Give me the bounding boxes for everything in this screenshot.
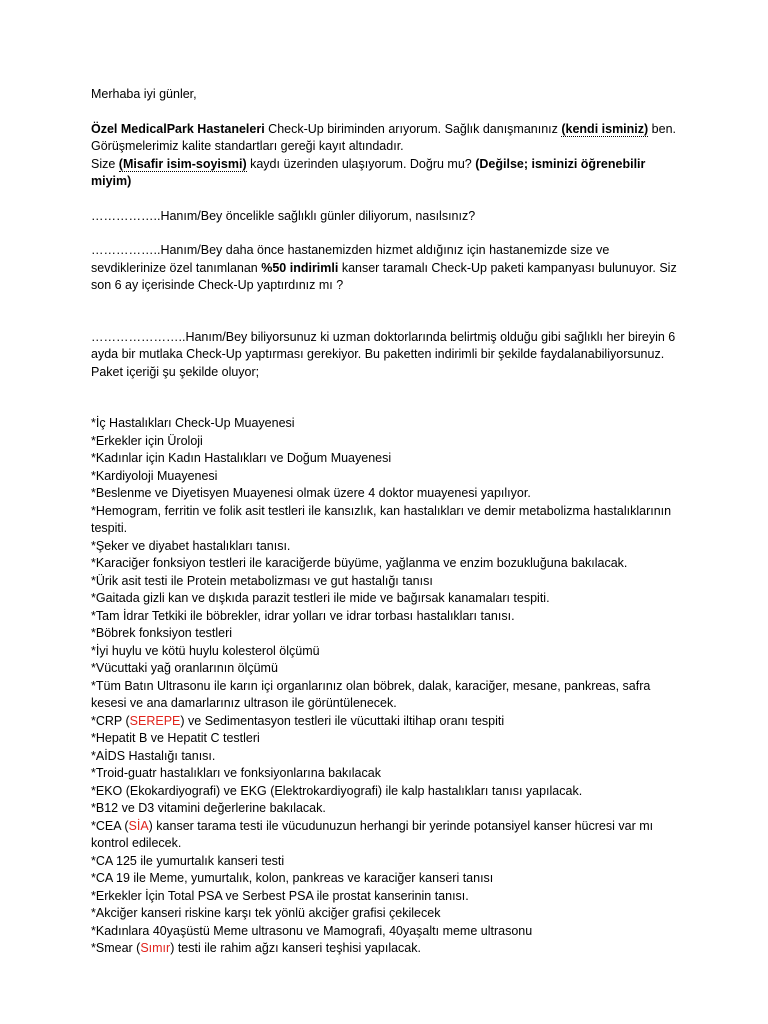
list-item: *Böbrek fonksiyon testleri — [91, 626, 233, 640]
pronunciation-note: SEREPE — [129, 713, 181, 728]
list-item: *Kardiyoloji Muayenesi — [91, 468, 218, 483]
list-item: *Vücuttaki yağ oranlarının ölçümü — [91, 661, 278, 675]
list-item: *Hepatit B ve Hepatit C testleri — [91, 731, 260, 745]
list-item: *Akciğer kanseri riskine karşı tek yönlü akciğer grafisi çekilecek — [91, 906, 441, 920]
blank-line — [91, 398, 681, 415]
document-body — [91, 86, 681, 958]
list-item: *CA 125 ile yumurtalık kanseri testi — [91, 853, 285, 868]
list-item: *Erkekler İçin Total PSA ve Serbest PSA ile prostat kanserinin tanısı. — [91, 888, 469, 903]
list-item-cea: *CEA (SİA) kanser tarama testi ile vücudunuzun herhangi bir yerinde potansiyel kanser hücresi var mı kontrol edilecek. — [91, 818, 654, 850]
list-item: *Erkekler için Üroloji — [91, 433, 203, 448]
package-contents-list — [91, 415, 681, 958]
blank-line — [91, 312, 681, 329]
list-item: *Kadınlar için Kadın Hastalıkları ve Doğum Muayenesi — [91, 451, 392, 465]
list-item: *CA 19 ile Meme, yumurtalık, kolon, pankreas ve karaciğer kanseri tanısı — [91, 871, 494, 885]
list-item: *Beslenme ve Diyetisyen Muayenesi olmak üzere 4 doktor muayenesi yapılıyor. — [91, 486, 531, 500]
list-item: *Şeker ve diyabet hastalıkları tanısı. — [91, 538, 291, 553]
list-item: *Ürik asit testi ile Protein metabolizması ve gut hastalığı tanısı — [91, 573, 433, 588]
list-item-smear: *Smear (Sımır) testi ile rahim ağzı kanseri teşhisi yapılacak. — [91, 941, 421, 955]
pronunciation-note: SİA — [128, 818, 149, 833]
guest-name-placeholder: (Misafir isim-soyismi) — [118, 156, 247, 171]
list-item-crp: *CRP (SEREPE) ve Sedimentasyon testleri ile vücuttaki iltihap oranı tespiti — [91, 713, 505, 728]
discount-text: %50 indirimli — [261, 260, 339, 275]
list-item: *Kadınlara 40yaşüstü Meme ultrasonu ve Mamografi, 40yaşaltı meme ultrasonu — [91, 923, 533, 938]
intro-paragraph: Özel MedicalPark Hastaneleri Check-Up biriminden arıyorum. Sağlık danışmanınız (kendi isminiz) ben. Görüşmelerimiz kalite standartları gereği kayıt altındadır. Size (Misafir isim-soyismi) kaydı üzerinden ulaşıyorum. Doğru mu? (Değilse; isminizi öğrenebilir miyim) — [91, 121, 676, 188]
list-item: *İyi huylu ve kötü huylu kolesterol ölçümü — [91, 643, 320, 658]
campaign-paragraph: ……………..Hanım/Bey daha önce hastanemizden hizmet aldığınız için hastanemizde size ve sevdiklerinize özel tanımlanan %50 indirimli kanser taramalı Check-Up paketi kampanyası bulunuyor. Siz son 6 ay içerisinde Check-Up yaptırdınız mı ? — [91, 243, 677, 292]
list-item: *Gaitada gizli kan ve dışkıda parazit testleri ile mide ve bağırsak kanamaları tespiti. — [91, 591, 550, 605]
list-item: *İç Hastalıkları Check-Up Muayenesi — [91, 416, 295, 430]
advisor-name-placeholder: (kendi isminiz) — [561, 121, 649, 136]
list-item: *Tam İdrar Tetkiki ile böbrekler, idrar yolları ve idrar torbası hastalıkları tanısı. — [91, 608, 515, 623]
list-item: *Tüm Batın Ultrasonu ile karın içi organlarınız olan böbrek, dalak, karaciğer, mesane, pankreas, safra kesesi ve ana damarlarınız ultrason ile görüntülenecek. — [91, 678, 651, 710]
greeting: Merhaba iyi günler, — [91, 87, 197, 101]
explanation-paragraph: …………………..Hanım/Bey biliyorsunuz ki uzman doktorlarında belirtmiş olduğu gibi sağlıklı her bireyin 6 ayda bir mutlaka Check-Up yaptırması gerekiyor. Bu paketten indirimli bir şekilde faydalanabiliyorsunuz. Paket içeriği şu şekilde oluyor; — [91, 329, 676, 379]
list-item: *Hemogram, ferritin ve folik asit testleri ile kansızlık, kan hastalıkları ve demir metabolizma hastalıklarının tespiti. — [91, 503, 672, 535]
list-item: *EKO (Ekokardiyografi) ve EKG (Elektrokardiyografi) ile kalp hastalıkları tanısı yapılacak. — [91, 783, 583, 798]
list-item: *AİDS Hastalığı tanısı. — [91, 748, 216, 763]
list-item: *Karaciğer fonksiyon testleri ile karaciğerde büyüme, yağlanma ve enzim bozukluğuna bakılacak. — [91, 556, 628, 570]
list-item: *B12 ve D3 vitamini değerlerine bakılacak. — [91, 801, 326, 815]
hospital-name: Özel MedicalPark Hastaneleri — [91, 121, 265, 136]
list-item: *Troid-guatr hastalıkları ve fonksiyonlarına bakılacak — [91, 766, 381, 780]
health-wish-line: ……………..Hanım/Bey öncelikle sağlıklı günler diliyorum, nasılsınız? — [91, 208, 476, 223]
pronunciation-note: Sımır — [140, 941, 171, 955]
if-not-note: (Değilse; isminizi öğrenebilir miyim) — [91, 156, 646, 188]
